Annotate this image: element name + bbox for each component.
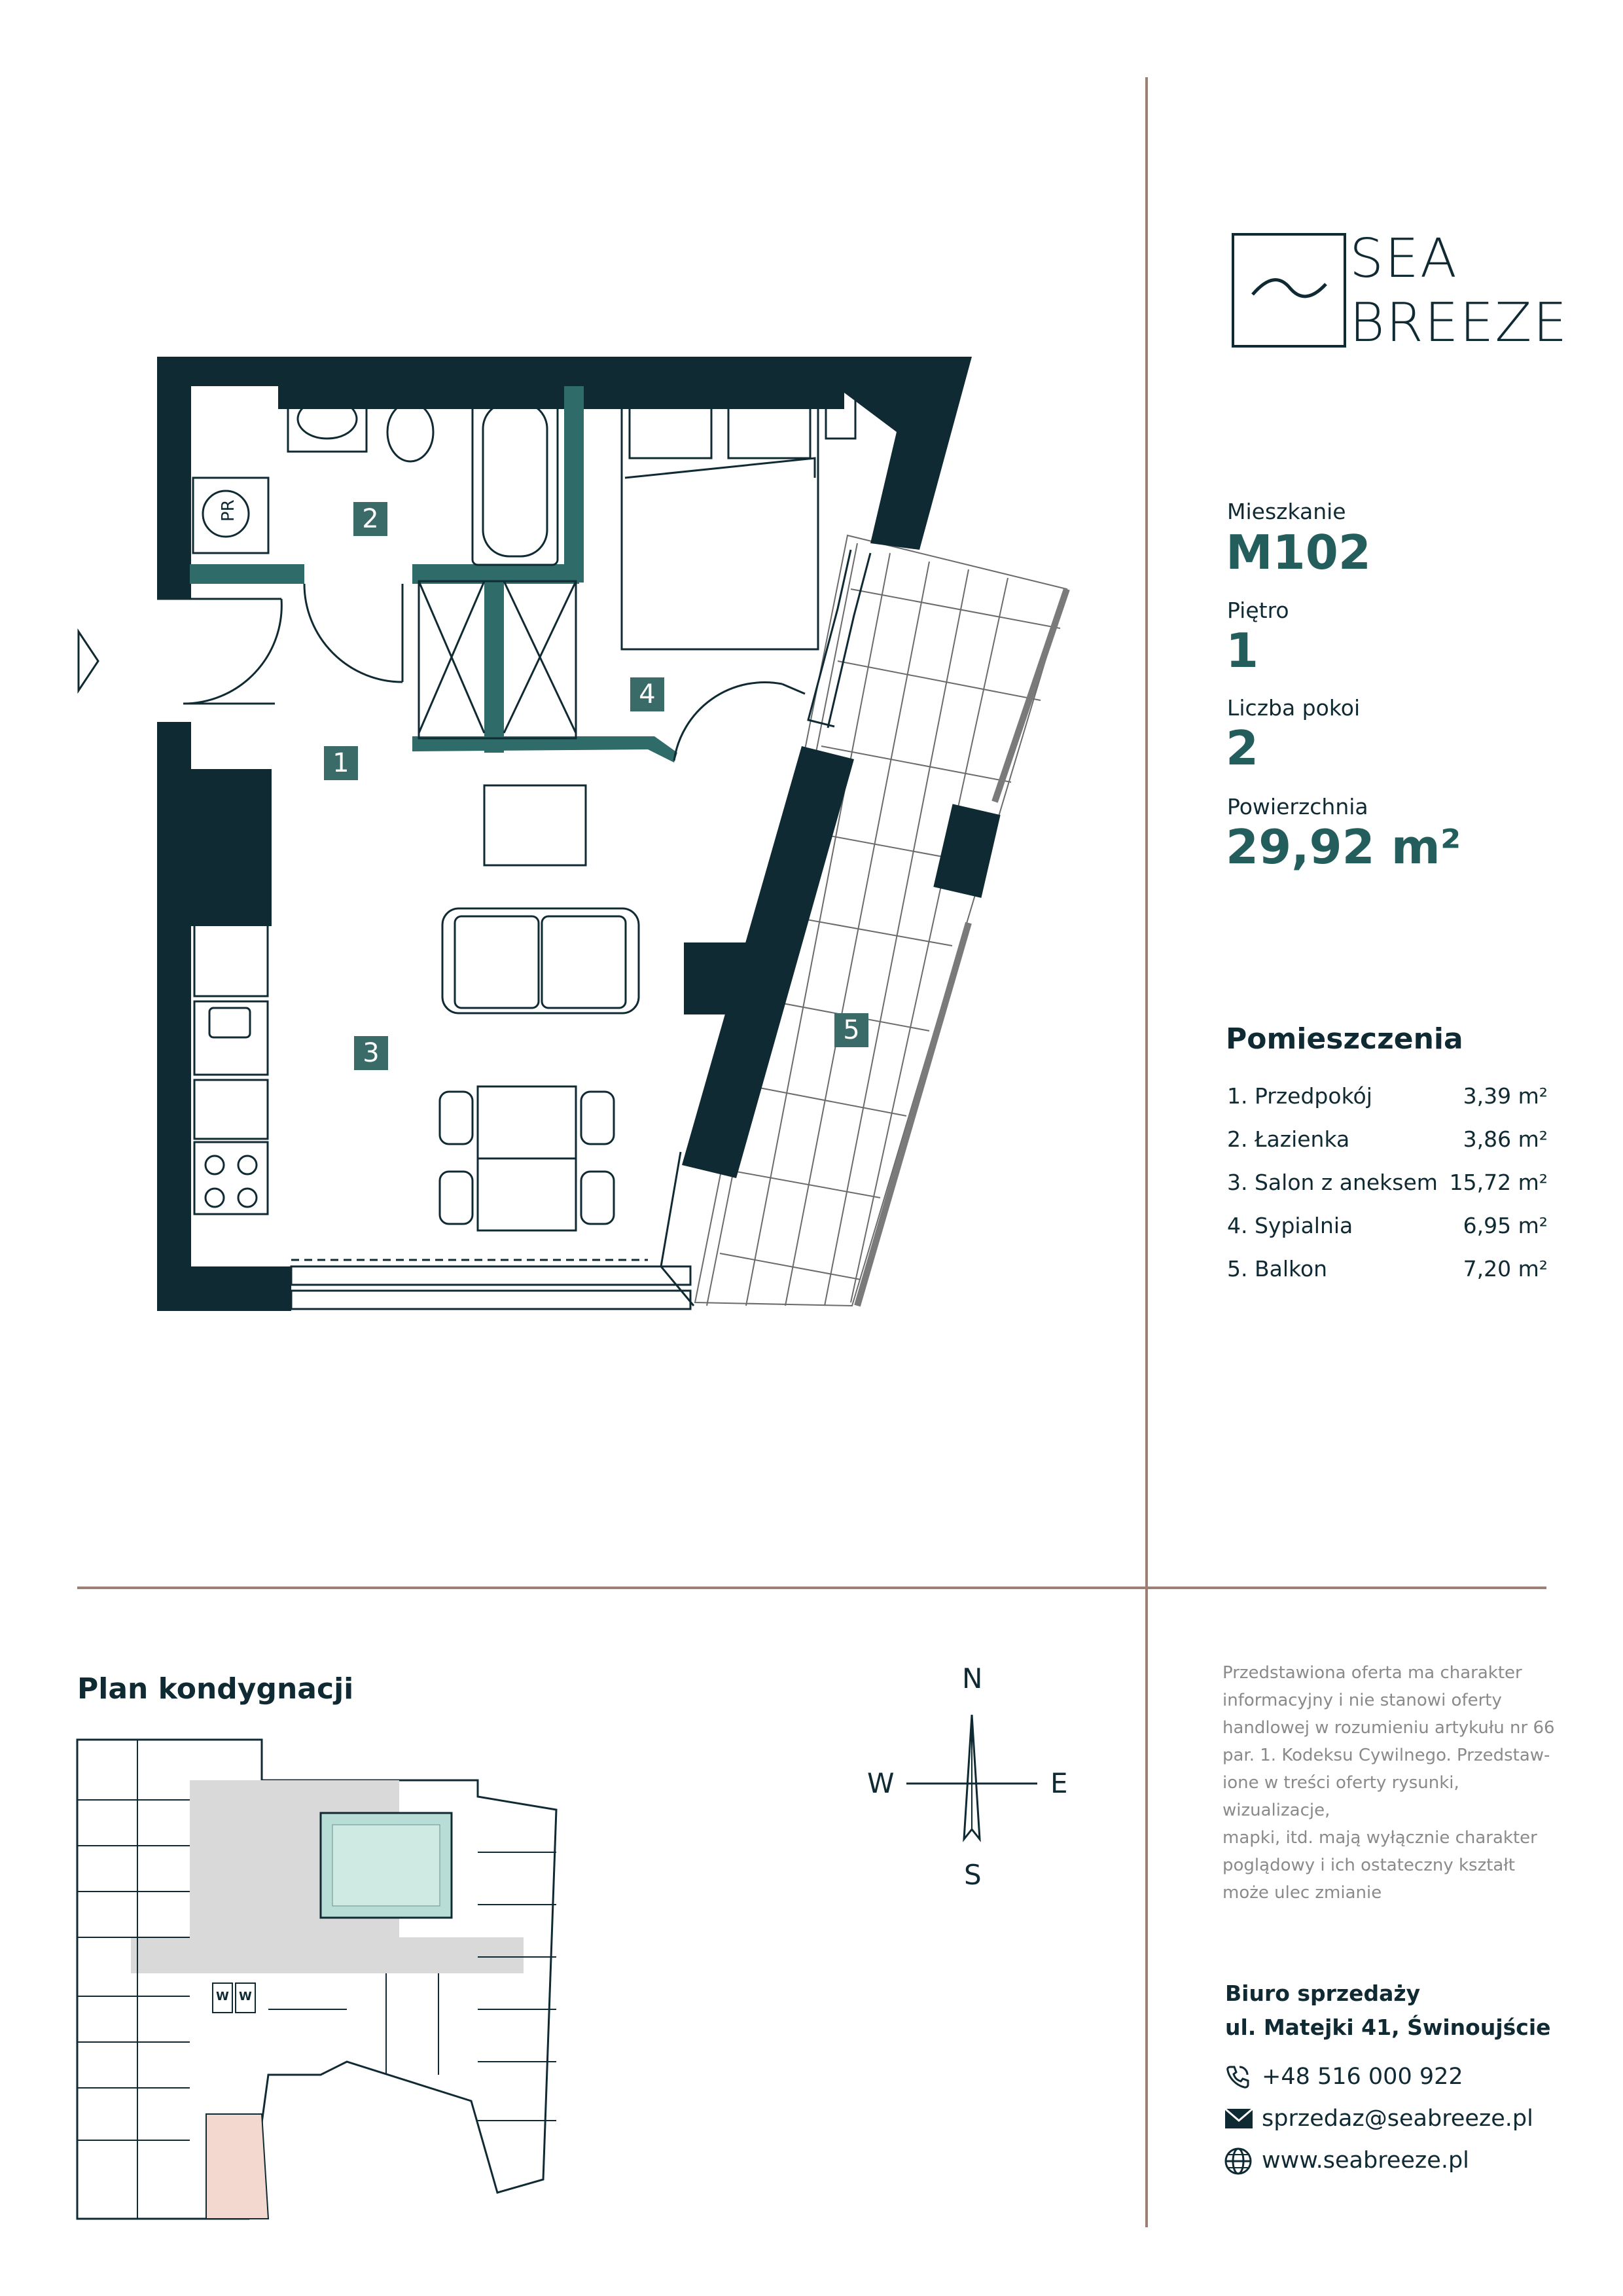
apartment-id: M102 [1226,525,1371,580]
office-address: ul. Matejki 41, Świnoujście [1225,2015,1551,2040]
room-area: 15,72 m² [1449,1170,1548,1195]
logo-word-sea: SEA [1349,228,1458,290]
mail-icon [1224,2108,1254,2132]
room-row [1227,1213,1548,1256]
office-title: Biuro sprzedaży [1225,1981,1421,2006]
disclaimer-line: może ulec zmianie [1222,1883,1382,1903]
disclaimer-line: informacyjny i nie stanowi oferty [1222,1691,1502,1710]
room-area: 6,95 m² [1463,1213,1548,1238]
room-badge-2: 2 [353,502,387,536]
website-link[interactable]: www.seabreeze.pl [1262,2147,1469,2174]
room-badge-3: 3 [354,1036,388,1070]
disclaimer-line: handlowej w rozumieniu artykułu nr 66 [1222,1718,1555,1738]
room-row [1227,1170,1548,1213]
rooms-count-label: Liczba pokoi [1227,695,1361,721]
floor-label: Piętro [1227,598,1289,623]
area-value: 29,92 m² [1226,819,1461,874]
disclaimer-line: par. 1. Kodeksu Cywilnego. Przedstaw- [1222,1746,1550,1765]
stair-mark-w-2: W [239,1990,252,2003]
compass-n: N [962,1662,983,1695]
compass-s: S [964,1859,982,1891]
horizontal-divider [77,1587,1546,1589]
disclaimer-line: mapki, itd. mają wyłącznie charakter [1222,1828,1537,1848]
vertical-divider [1145,77,1148,2227]
room-badge-5: 5 [834,1013,868,1047]
phone-icon [1224,2063,1251,2093]
rooms-count-value: 2 [1226,721,1259,776]
rooms-list [1227,1083,1548,1299]
plan-section-title: Plan kondygnacji [77,1672,354,1706]
compass-w: W [867,1767,895,1799]
room-name: 2. Łazienka [1227,1126,1350,1152]
rooms-section-title: Pomieszczenia [1226,1022,1463,1056]
email-address[interactable]: sprzedaz@seabreeze.pl [1262,2106,1533,2132]
building-floorplan-minimap [72,1734,615,2232]
entrance-arrow-icon [79,632,98,691]
room-badge-4: 4 [630,677,664,711]
globe-icon [1224,2147,1253,2178]
disclaimer-line: poglądowy i ich ostateczny kształt [1222,1856,1515,1875]
floor-value: 1 [1226,623,1259,678]
area-label: Powierzchnia [1227,794,1368,819]
fixture-label: PR [219,499,238,522]
room-row [1227,1126,1548,1170]
disclaimer-line: Przedstawiona oferta ma charakter [1222,1663,1522,1683]
room-row [1227,1256,1548,1299]
stair-mark-w-1: W [216,1990,229,2003]
room-name: 4. Sypialnia [1227,1213,1353,1238]
room-row [1227,1083,1548,1126]
room-name: 1. Przedpokój [1227,1083,1372,1109]
balcony [695,535,1067,1306]
room-badge-1: 1 [324,746,358,780]
compass [867,1662,1077,1905]
room-area: 7,20 m² [1463,1256,1548,1282]
logo-word-breeze: BREEZE [1349,292,1569,354]
room-name: 3. Salon z aneksem [1227,1170,1438,1195]
disclaimer [1222,1659,1563,1907]
apartment-floorplan [0,0,1113,1374]
room-area: 3,86 m² [1463,1126,1548,1152]
disclaimer-line: ione w treści oferty rysunki, wizualizacje, [1222,1773,1459,1820]
room-area: 3,39 m² [1463,1083,1548,1109]
compass-e: E [1050,1767,1068,1799]
phone-number[interactable]: +48 516 000 922 [1262,2064,1463,2090]
logo-mark [1232,233,1346,348]
apartment-label: Mieszkanie [1227,499,1346,524]
room-name: 5. Balkon [1227,1256,1328,1282]
